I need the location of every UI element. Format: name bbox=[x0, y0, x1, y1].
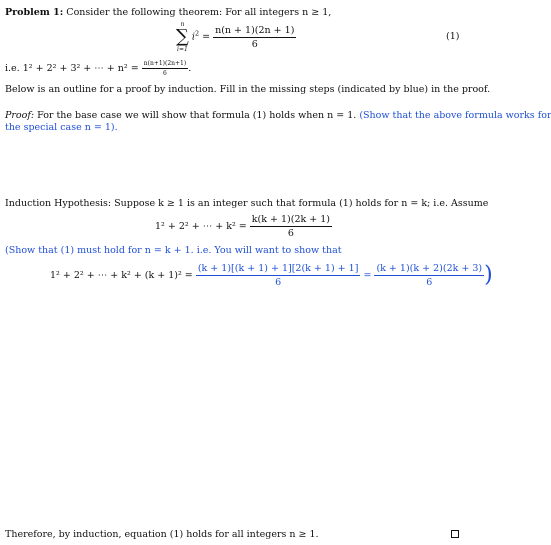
sum-lower-limit: i=1 bbox=[177, 46, 188, 53]
step-fraction-2 bbox=[374, 263, 484, 288]
hypothesis-denominator: 6 bbox=[287, 228, 294, 239]
theorem-numerator: n(n + 1)(2n + 1) bbox=[215, 24, 295, 36]
problem-label: Problem 1: bbox=[5, 7, 64, 18]
equation-number: (1) bbox=[446, 31, 460, 42]
theorem-denominator: 6 bbox=[251, 38, 258, 50]
base-case-instruction-1: (Show that the above formula works for bbox=[359, 110, 551, 121]
ie-line bbox=[5, 60, 191, 77]
ie-suffix: . bbox=[188, 63, 192, 74]
proof-label: Proof: bbox=[5, 110, 35, 121]
sigma-symbol: ∑ bbox=[176, 26, 189, 47]
ie-numerator: n(n+1)(2n+1) bbox=[143, 60, 187, 67]
summation bbox=[176, 21, 189, 53]
step-fraction-2-denominator: 6 bbox=[426, 277, 433, 288]
step-equals: = bbox=[363, 270, 372, 281]
ie-denominator: 6 bbox=[163, 70, 167, 77]
conclusion-text: Therefore, by induction, equation (1) holds for all integers n ≥ 1. bbox=[5, 529, 319, 540]
step-fraction-1-numerator: (k + 1)[(k + 1) + 1][2(k + 1) + 1] bbox=[197, 263, 359, 274]
qed-box bbox=[451, 530, 459, 541]
equals-sign: = bbox=[199, 31, 211, 43]
theorem-fraction bbox=[213, 25, 296, 50]
ie-lhs: 1² + 2² + 3² + ⋯ + n² = bbox=[22, 63, 139, 74]
problem-text: Consider the following theorem: For all integers n ≥ 1, bbox=[66, 7, 332, 18]
base-case-instruction-2: the special case n = 1). bbox=[5, 122, 118, 133]
problem-statement bbox=[5, 7, 331, 18]
hypothesis-fraction bbox=[250, 214, 332, 239]
outline-text: Below is an outline for a proof by induction. Fill in the missing steps (indicated by blue) in the proof. bbox=[5, 84, 491, 95]
closing-paren: ) bbox=[484, 262, 493, 288]
ie-fraction bbox=[142, 60, 188, 77]
inductive-step-equation bbox=[50, 263, 493, 288]
theorem-equation: n ∑ i=1 $i^2$ = $\frac{n(n + 1)(2n + 1)}{6}$ bbox=[176, 21, 295, 53]
sum-upper-limit: n bbox=[180, 21, 185, 28]
hypothesis-numerator: k(k + 1)(2k + 1) bbox=[251, 214, 331, 225]
step-lhs: 1² + 2² + ⋯ + k² + (k + 1)² = bbox=[50, 270, 193, 281]
hypothesis-equation bbox=[155, 214, 332, 239]
hypothesis-lhs: 1² + 2² + ⋯ + k² = bbox=[155, 221, 247, 232]
base-case-text: For the base case we will show that formula (1) holds when n = 1. bbox=[37, 110, 357, 121]
inductive-step-instruction: (Show that (1) must hold for n = k + 1. i.e. You will want to show that bbox=[5, 245, 342, 256]
proof-base-case bbox=[5, 110, 551, 121]
induction-hypothesis-text: Induction Hypothesis: Suppose k ≥ 1 is an integer such that formula (1) holds for n = k; i.e. Assume bbox=[5, 198, 489, 209]
summand: i bbox=[191, 31, 195, 43]
step-fraction-1 bbox=[196, 263, 361, 288]
step-fraction-1-denominator: 6 bbox=[275, 277, 282, 288]
ie-prefix: i.e. bbox=[5, 63, 20, 74]
step-fraction-2-numerator: (k + 1)(k + 2)(2k + 3) bbox=[376, 263, 483, 274]
